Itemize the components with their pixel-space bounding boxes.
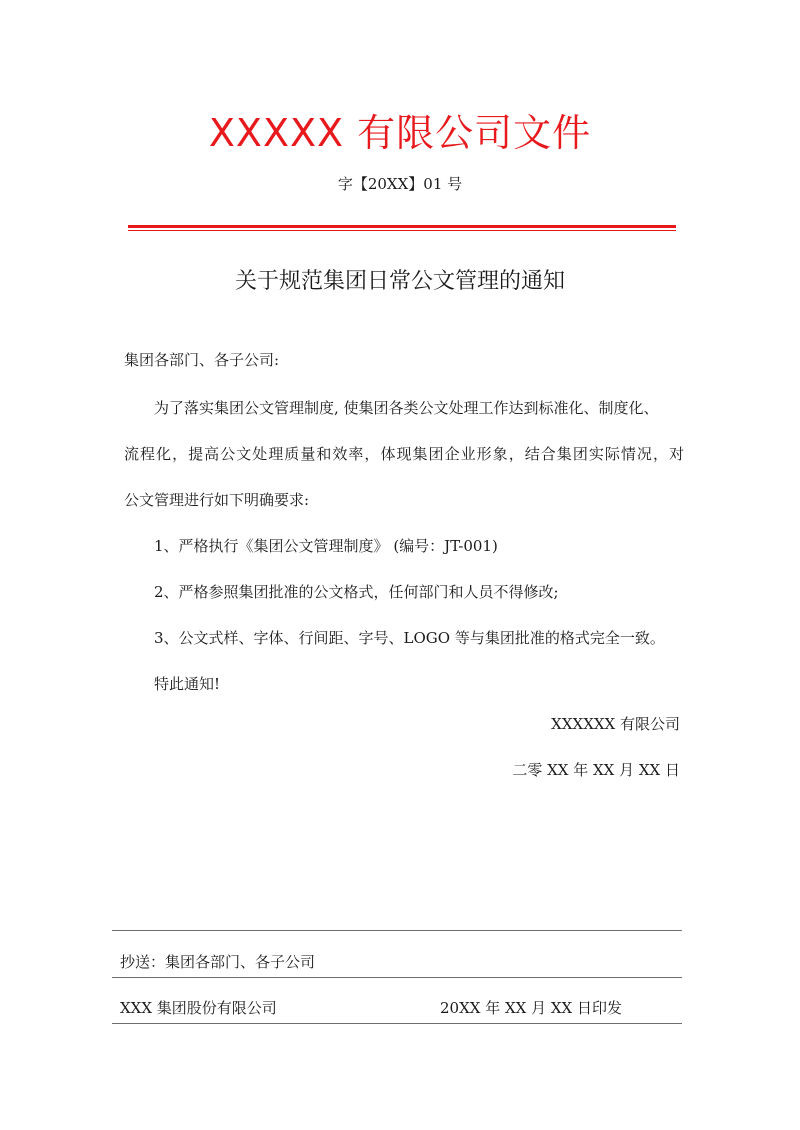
footer-rule-bottom <box>112 1023 682 1024</box>
signature-company: XXXXXX 有限公司 <box>551 715 680 733</box>
red-separator-thin <box>128 230 676 231</box>
org-title: XXXXX 有限公司文件 <box>208 111 592 155</box>
list-item-2: 2、严格参照集团批准的公文格式，任何部门和人员不得修改; <box>154 583 559 601</box>
list-item-1: 1、严格执行《集团公文管理制度》 (编号：JT-001) <box>154 537 498 555</box>
footer-rule-middle <box>112 977 682 978</box>
notice-title: 关于规范集团日常公文管理的通知 <box>234 269 565 294</box>
red-separator-thick <box>128 225 676 228</box>
paragraph-line-1: 为了落实集团公文管理制度, 使集团各类公文处理工作达到标准化、制度化、 <box>154 399 659 417</box>
print-date: 20XX 年 XX 月 XX 日印发 <box>440 999 623 1017</box>
closing-text: 特此通知! <box>154 675 221 693</box>
cc-line: 抄送：集团各部门、各子公司 <box>120 953 316 971</box>
list-item-3: 3、公文式样、字体、行间距、字号、LOGO 等与集团批准的格式完全一致。 <box>154 629 665 647</box>
issuer-name: XXX 集团股份有限公司 <box>120 999 277 1017</box>
doc-number: 字【20XX】01 号 <box>337 175 463 193</box>
paragraph-line-3: 公文管理进行如下明确要求: <box>124 491 310 509</box>
signature-date: 二零 XX 年 XX 月 XX 日 <box>512 761 680 779</box>
salutation: 集团各部门、各子公司: <box>124 351 280 369</box>
paragraph-line-2: 流程化，提高公文处理质量和效率，体现集团企业形象，结合集团实际情况，对 <box>124 445 684 463</box>
footer-rule-top <box>112 930 682 931</box>
